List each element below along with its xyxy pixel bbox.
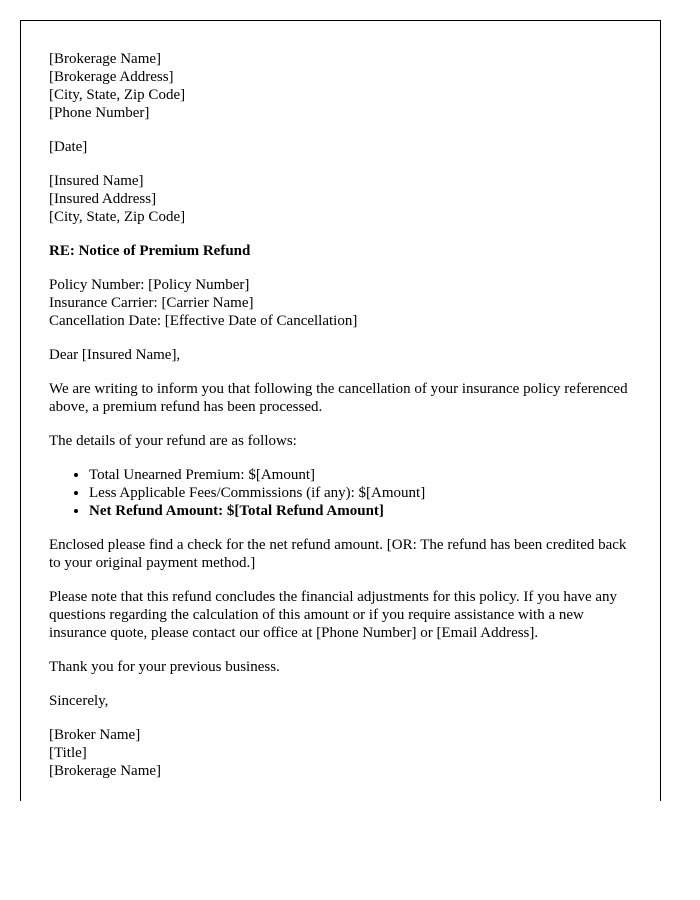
subject-line: RE: Notice of Premium Refund bbox=[49, 243, 251, 259]
payment-method-paragraph: Enclosed please find a check for the net refund amount. [OR: The refund has been credited back to your original payment method.] bbox=[49, 537, 627, 571]
brokerage-name: [Brokerage Name] bbox=[49, 51, 162, 67]
policy-details-block bbox=[49, 276, 632, 330]
brokerage-phone: [Phone Number] bbox=[49, 105, 150, 121]
date-block bbox=[49, 138, 632, 156]
insured-address-block bbox=[49, 172, 632, 226]
insured-address: [Insured Address] bbox=[49, 191, 157, 207]
contact-paragraph: Please note that this refund concludes the financial adjustments for this policy. If you have any questions regarding the calculation of this amount or if you require assistance with a new insurance quote, please contact our office at [Phone Number] or [Email Address]. bbox=[49, 589, 618, 641]
insurance-carrier: Insurance Carrier: [Carrier Name] bbox=[49, 295, 254, 311]
salutation: Dear [Insured Name], bbox=[49, 347, 181, 363]
brokerage-city-state-zip: [City, State, Zip Code] bbox=[49, 87, 186, 103]
broker-name: [Broker Name] bbox=[49, 727, 141, 743]
refund-details-list bbox=[49, 466, 632, 520]
refund-item-fees: • Less Applicable Fees/Commissions (if any): $[Amount] bbox=[89, 484, 632, 502]
brokerage-address-block bbox=[49, 50, 632, 122]
letter-date: [Date] bbox=[49, 139, 88, 155]
signature-brokerage-name: [Brokerage Name] bbox=[49, 763, 162, 779]
policy-number: Policy Number: [Policy Number] bbox=[49, 277, 250, 293]
signature-block bbox=[49, 726, 632, 780]
intro-paragraph: We are writing to inform you that following the cancellation of your insurance policy referenced above, a premium refund has been processed. bbox=[49, 381, 628, 415]
insured-city-state-zip: [City, State, Zip Code] bbox=[49, 209, 186, 225]
refund-item-net-amount: • Net Refund Amount: $[Total Refund Amount] bbox=[89, 502, 632, 520]
letter-page bbox=[20, 20, 661, 801]
closing: Sincerely, bbox=[49, 693, 109, 709]
cancellation-date: Cancellation Date: [Effective Date of Cancellation] bbox=[49, 313, 358, 329]
brokerage-address: [Brokerage Address] bbox=[49, 69, 174, 85]
refund-details-intro: The details of your refund are as follows: bbox=[49, 433, 297, 449]
thank-you-paragraph: Thank you for your previous business. bbox=[49, 659, 280, 675]
refund-item-unearned-premium: • Total Unearned Premium: $[Amount] bbox=[89, 466, 632, 484]
broker-title: [Title] bbox=[49, 745, 87, 761]
insured-name: [Insured Name] bbox=[49, 173, 144, 189]
